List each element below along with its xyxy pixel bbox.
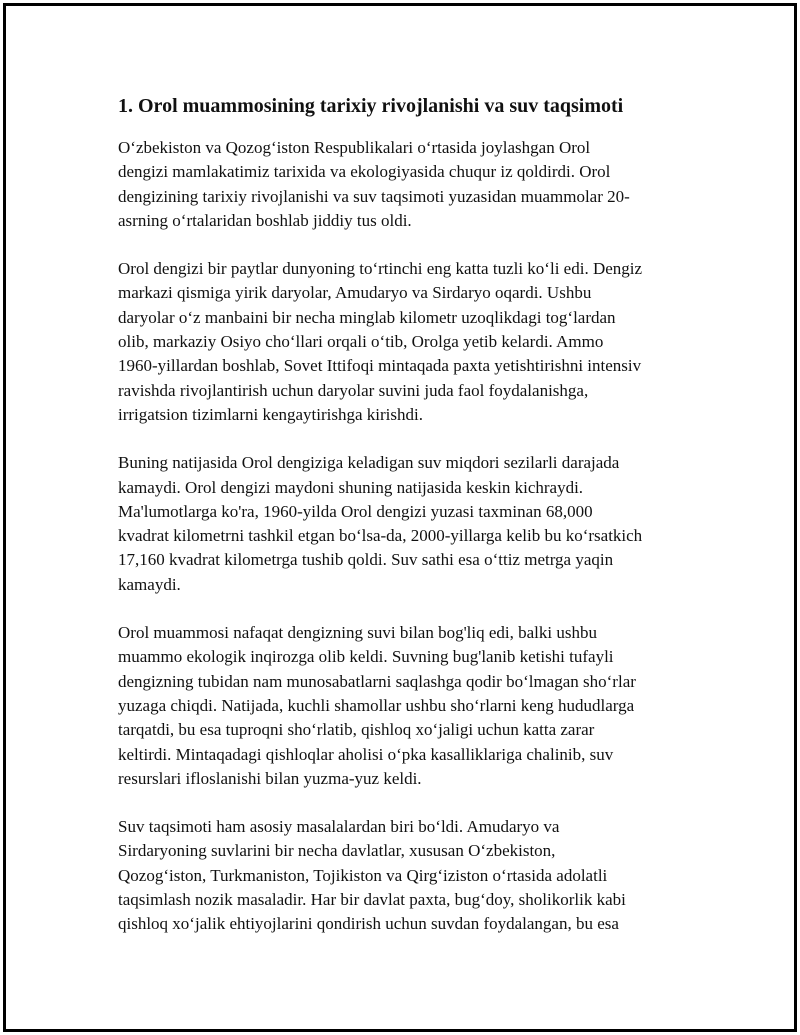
text-line: kamaydi. (118, 574, 181, 594)
text-line: Ma'lumotlarga ko'ra, 1960-yilda Orol dengizi yuzasi taxminan 68,000 (118, 501, 593, 521)
text-line: 17,160 kvadrat kilometrga tushib qoldi. Suv sathi esa o‘ttiz metrga yaqin (118, 550, 614, 570)
paragraph (118, 621, 688, 791)
text-line: kvadrat kilometrni tashkil etgan bo‘lsa-da, 2000-yillarga kelib bu ko‘rsatkich (118, 526, 643, 546)
text-line: Orol dengizi bir paytlar dunyoning to‘rtinchi eng katta tuzli ko‘li edi. Dengiz (118, 259, 643, 279)
text-line: olib, markaziy Osiyo cho‘llari orqali o‘tib, Orolga yetib kelardi. Ammo (118, 332, 604, 352)
text-line: dengizining tarixiy rivojlanishi va suv taqsimoti yuzasidan muammolar 20- (118, 186, 630, 206)
text-line: dengizning tubidan nam munosabatlarni saqlashga qodir bo‘lmagan sho‘rlar (118, 671, 636, 691)
text-line: asrning o‘rtalaridan boshlab jiddiy tus oldi. (118, 210, 412, 230)
text-line: keltirdi. Mintaqadagi qishloqlar aholisi o‘pka kasalliklariga chalinib, suv (118, 744, 614, 764)
text-line: tarqatdi, bu esa tuproqni sho‘rlatib, qishloq xo‘jaligi uchun katta zarar (118, 720, 595, 740)
document-body (118, 92, 688, 961)
text-line: qishloq xo‘jalik ehtiyojlarini qondirish uchun suvdan foydalangan, bu esa (118, 914, 619, 934)
text-line: markazi qismiga yirik daryolar, Amudaryo va Sirdaryo oqardi. Ushbu (118, 283, 592, 303)
paragraph (118, 136, 688, 233)
text-line: 1960-yillardan boshlab, Sovet Ittifoqi mintaqada paxta yetishtirishni intensiv (118, 356, 642, 376)
text-line: muammo ekologik inqirozga olib keldi. Suvning bug'lanib ketishi tufayli (118, 647, 614, 667)
text-line: yuzaga chiqdi. Natijada, kuchli shamollar ushbu sho‘rlarni keng hududlarga (118, 695, 635, 715)
paragraph-list (118, 136, 688, 937)
paragraph (118, 257, 688, 427)
text-line: ravishda rivojlantirish uchun daryolar suvini juda faol foydalanishga, (118, 380, 589, 400)
text-line: dengizi mamlakatimiz tarixida va ekologiyasida chuqur iz qoldirdi. Orol (118, 162, 611, 182)
text-line: irrigatsion tizimlarni kengaytirishga kirishdi. (118, 404, 423, 424)
text-line: Qozog‘iston, Turkmaniston, Tojikiston va Qirg‘iziston o‘rtasida adolatli (118, 865, 608, 885)
text-line: kamaydi. Orol dengizi maydoni shuning natijasida keskin kichraydi. (118, 477, 584, 497)
text-line: O‘zbekiston va Qozog‘iston Respublikalari o‘rtasida joylashgan Orol (118, 138, 591, 157)
text-line: Buning natijasida Orol dengiziga keladigan suv miqdori sezilarli darajada (118, 453, 620, 473)
text-line: Orol muammosi nafaqat dengizning suvi bilan bog'liq edi, balki ushbu (118, 623, 597, 643)
paragraph (118, 815, 688, 936)
text-line: taqsimlash nozik masaladir. Har bir davlat paxta, bug‘doy, sholikorlik kabi (118, 890, 626, 910)
text-line: Sirdaryoning suvlarini bir necha davlatlar, xususan O‘zbekiston, (118, 841, 556, 861)
text-line: resurslari ifloslanishi bilan yuzma-yuz keldi. (118, 768, 422, 788)
text-line: daryolar o‘z manbaini bir necha minglab kilometr uzoqlikdagi tog‘lardan (118, 307, 616, 327)
text-line: Suv taqsimoti ham asosiy masalalardan biri bo‘ldi. Amudaryo va (118, 817, 560, 837)
paragraph (118, 451, 688, 597)
section-heading: 1. Orol muammosining tarixiy rivojlanishi va suv taqsimoti (118, 95, 624, 117)
